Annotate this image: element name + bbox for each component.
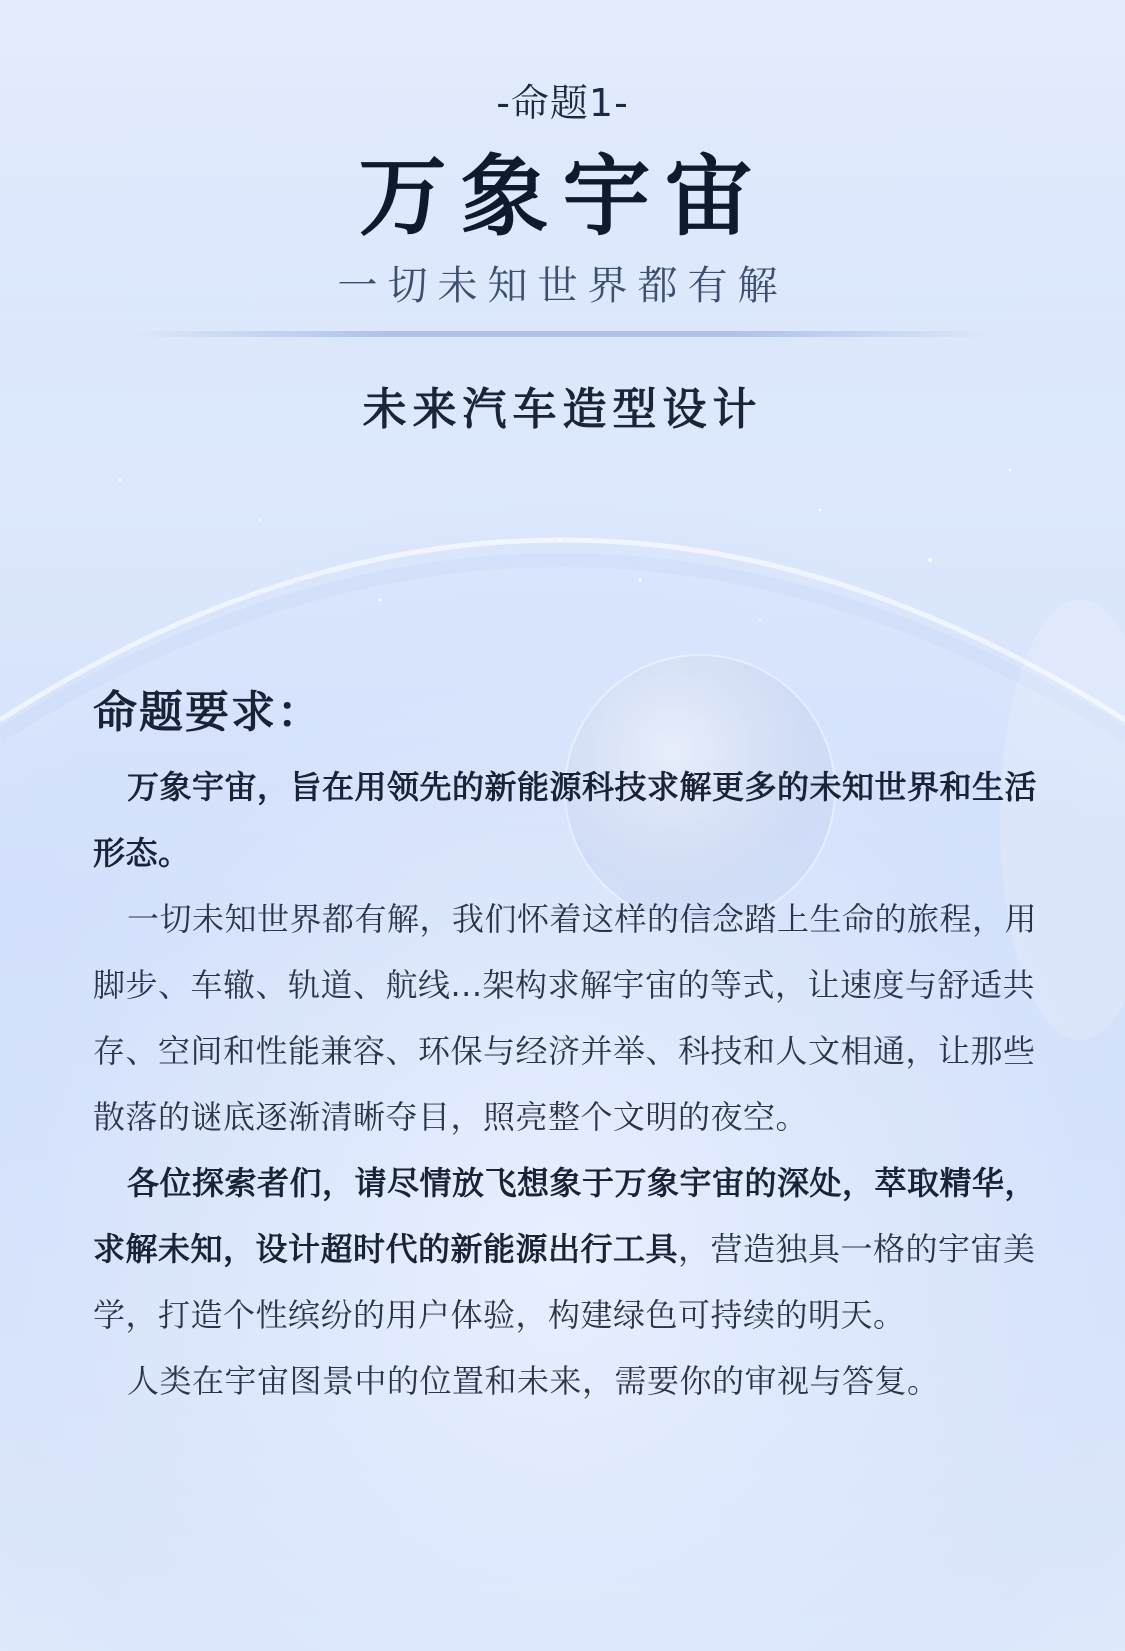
divider xyxy=(130,331,995,337)
paragraph-1 xyxy=(93,754,1048,886)
paragraph-4: 人类在宇宙图景中的位置和未来，需要你的审视与答复。 xyxy=(127,1362,940,1400)
paragraph-1-bold: 万象宇宙，旨在用领先的新能源科技求解更多的未知世界和生活形态。 xyxy=(93,768,1038,872)
paragraph-2: 一切未知世界都有解，我们怀着这样的信念踏上生命的旅程，用脚步、车辙、轨道、航线...架构求解宇宙的等式，让速度与舒适共存、空间和性能兼容、环保与经济并举、科技和人文相通，让那些散落的谜底逐渐清晰夺目，照亮整个文明的夜空。 xyxy=(93,900,1038,1136)
page-title: 万象宇宙 xyxy=(358,145,767,248)
slogan: 一切未知世界都有解 xyxy=(337,263,788,309)
topic-title: 未来汽车造型设计 xyxy=(362,384,763,435)
requirements-section xyxy=(93,680,1048,1414)
requirements-heading: 命题要求： xyxy=(93,687,323,738)
paragraph-3 xyxy=(93,1150,1048,1348)
paragraph-3-rest: ，营造独具一格的宇宙美学，打造个性缤纷的用户体验，构建绿色可持续的明天。 xyxy=(93,1230,1036,1334)
paragraph-3-bold: 各位探索者们，请尽情放飞想象于万象宇宙的深处，萃取精华，求解未知，设计超时代的新能源出行工具 xyxy=(93,1164,1038,1268)
proposition-number: -命题1- xyxy=(496,81,629,125)
